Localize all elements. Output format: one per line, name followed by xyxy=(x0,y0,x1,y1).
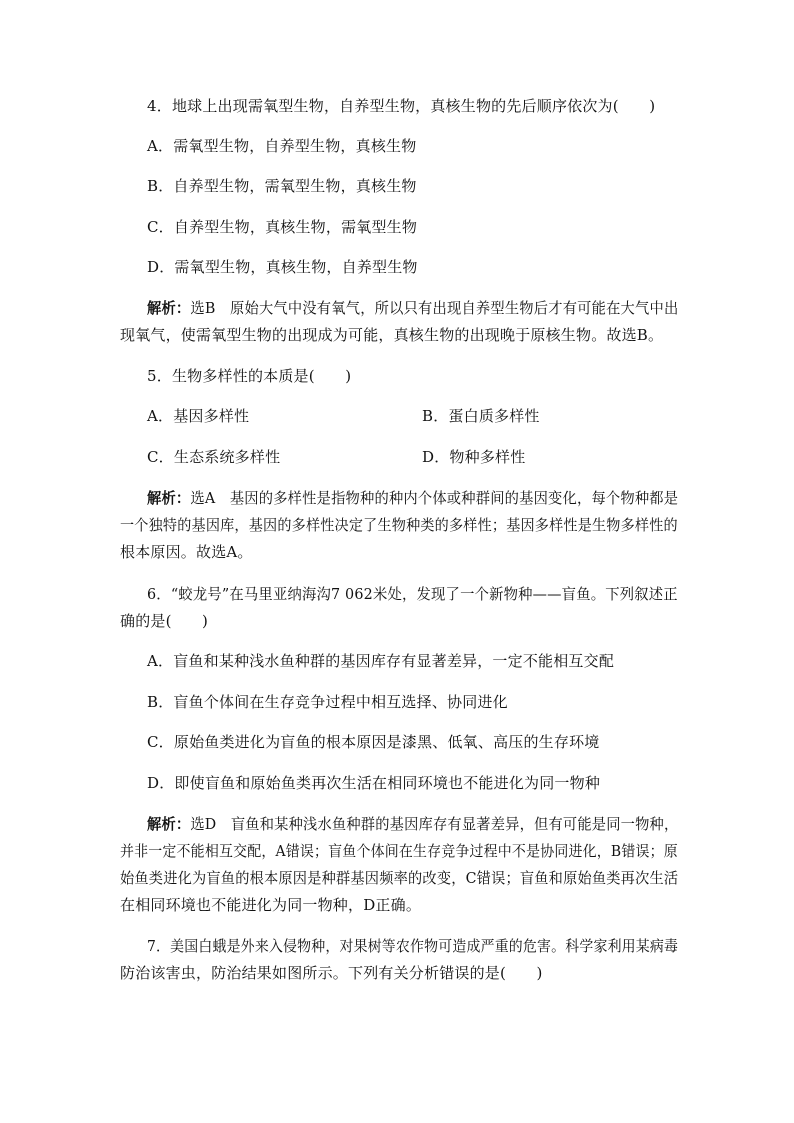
question-5-stem: 5．生物多样性的本质是( ) xyxy=(147,367,352,385)
question-5-analysis-line-1: 解析：选A 基因的多样性是指物种的种内个体或种群间的基因变化，每个物种都是 xyxy=(147,489,679,507)
question-6-analysis-line-1: 解析：选D 盲鱼和某种浅水鱼种群的基因库存有显著差异，但有可能是同一物种， xyxy=(147,815,679,833)
question-6-option-a: A．盲鱼和某种浅水鱼种群的基因库存有显著差异，一定不能相互交配 xyxy=(147,652,615,670)
question-7-stem-line-1: 7．美国白蛾是外来入侵物种，对果树等农作物可造成严重的危害。科学家利用某病毒 xyxy=(147,937,679,955)
question-4-option-b: B．自养型生物，需氧型生物，真核生物 xyxy=(147,177,417,195)
question-4-analysis-line-2: 现氧气，使需氧型生物的出现成为可能，真核生物的出现晚于原核生物。故选B。 xyxy=(120,326,664,344)
question-6-option-d: D．即使盲鱼和原始鱼类再次生活在相同环境也不能进化为同一物种 xyxy=(147,774,601,792)
question-6-stem-line-2: 确的是( ) xyxy=(120,612,209,630)
question-5-option-b: B．蛋白质多样性 xyxy=(422,407,540,425)
question-4-option-c: C．自养型生物，真核生物，需氧型生物 xyxy=(147,218,418,236)
question-5-option-d: D．物种多样性 xyxy=(422,448,526,466)
analysis-label: 解析： xyxy=(147,489,191,507)
question-7-stem-line-2: 防治该害虫，防治结果如图所示。下列有关分析错误的是( ) xyxy=(120,964,543,982)
question-4-stem: 4．地球上出现需氧型生物，自养型生物，真核生物的先后顺序依次为( ) xyxy=(147,97,656,115)
question-4-option-d: D．需氧型生物，真核生物，自养型生物 xyxy=(147,258,418,276)
analysis-label: 解析： xyxy=(147,815,191,833)
question-5-option-c: C．生态系统多样性 xyxy=(147,448,281,466)
question-4-analysis-line-1: 解析：选B 原始大气中没有氧气，所以只有出现自养型生物后才有可能在大气中出 xyxy=(147,299,679,317)
question-6-option-b: B．盲鱼个体间在生存竞争过程中相互选择、协同进化 xyxy=(147,693,508,711)
question-6-analysis-line-4: 在相同环境也不能进化为同一物种，D正确。 xyxy=(120,896,422,914)
question-6-stem-line-1: 6．“蛟龙号”在马里亚纳海沟7 062米处，发现了一个新物种——盲鱼。下列叙述正 xyxy=(147,585,678,603)
question-6-analysis-line-3: 始鱼类进化为盲鱼的根本原因是种群基因频率的改变，C错误；盲鱼和原始鱼类再次生活 xyxy=(120,869,679,887)
question-5-analysis-line-3: 根本原因。故选A。 xyxy=(120,543,253,561)
question-6-option-c: C．原始鱼类进化为盲鱼的根本原因是漆黑、低氧、高压的生存环境 xyxy=(147,733,600,751)
question-5-analysis-line-2: 一个独特的基因库，基因的多样性决定了生物种类的多样性；基因多样性是生物多样性的 xyxy=(120,516,678,534)
question-6-analysis-line-2: 并非一定不能相互交配，A错误；盲鱼个体间在生存竞争过程中不是协同进化，B错误；原 xyxy=(120,842,678,860)
question-4-option-a: A．需氧型生物，自养型生物，真核生物 xyxy=(147,137,417,155)
analysis-label: 解析： xyxy=(147,299,191,317)
question-5-option-a: A．基因多样性 xyxy=(147,407,250,425)
